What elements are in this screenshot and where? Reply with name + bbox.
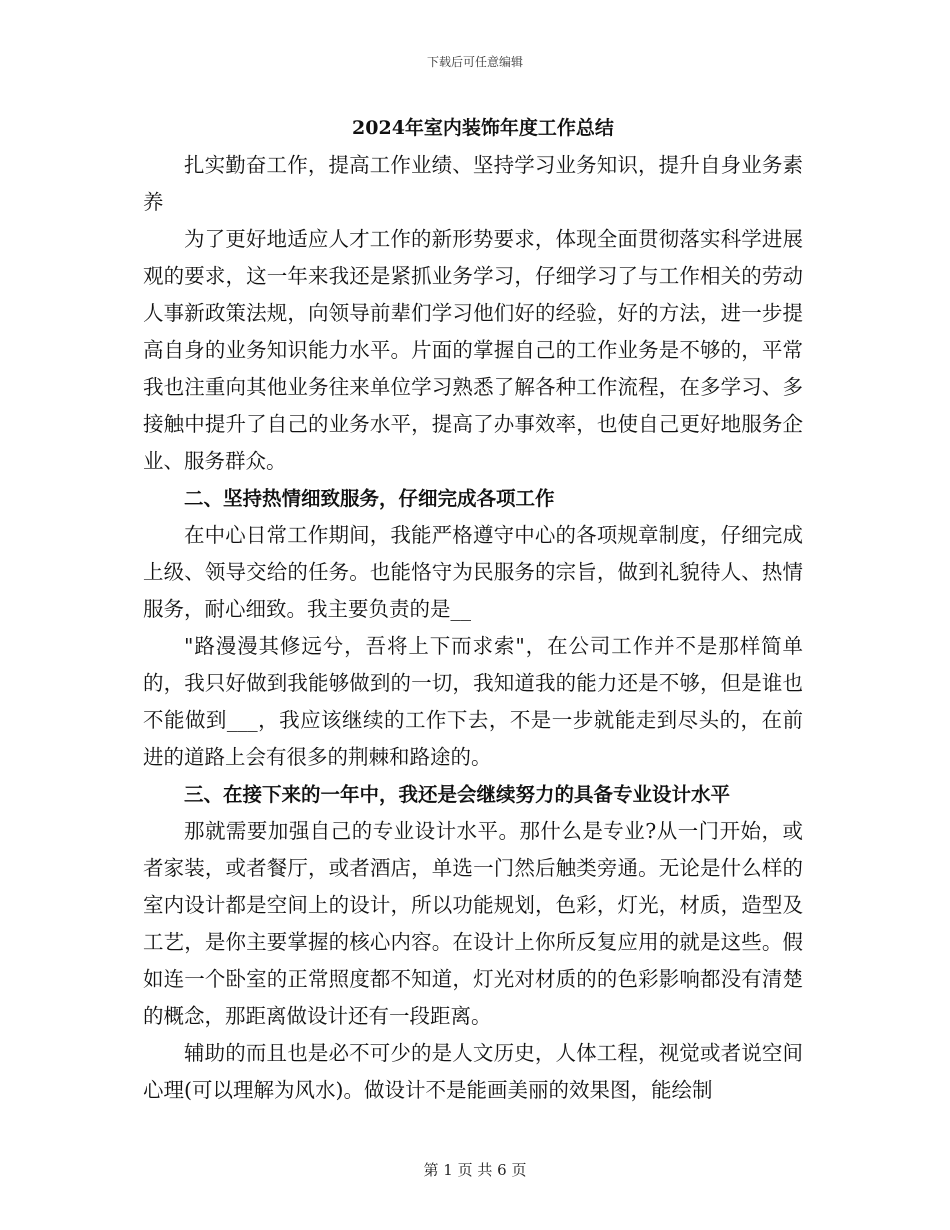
paragraph-study: 为了更好地适应人才工作的新形势要求，体现全面贯彻落实科学进展观的要求，这一年来我还是紧抓业务学习，仔细学习了与工作相关的劳动人事新政策法规，向领导前辈们学习他们好的经验，好的方法，进一步提高自身的业务知识能力水平。片面的掌握自己的工作业务是不够的，平常我也注重向其他业务往来单位学习熟悉了解各种工作流程，在多学习、多接触中提升了自己的业务水平，提高了办事效率，也使自己更好地服务企业、服务群众。 bbox=[143, 227, 803, 473]
paragraph-intro: 扎实勤奋工作，提高工作业绩、坚持学习业务知识，提升自身业务素养 bbox=[143, 153, 803, 214]
paragraph-quote: "路漫漫其修远兮，吾将上下而求索"，在公司工作并不是那样简单的，我只好做到我能够做到的一切，我知道我的能力还是不够，但是谁也不能做到___，我应该继续的工作下去，不是一步就能走到尽头的，在前进的道路上会有很多的荆棘和路途的。 bbox=[143, 634, 803, 769]
document-body bbox=[143, 113, 803, 1109]
header-note: 下载后可任意编辑 bbox=[426, 55, 523, 69]
paragraph-auxiliary: 辅助的而且也是必不可少的是人文历史，人体工程，视觉或者说空间心理(可以理解为风水)。做设计不是能画美丽的效果图，能绘制 bbox=[143, 1041, 803, 1102]
page-number: 第 1 页 共 6 页 bbox=[423, 1161, 527, 1179]
section-heading-2: 二、坚持热情细致服务，仔细完成各项工作 bbox=[184, 487, 555, 510]
paragraph-service: 在中心日常工作期间，我能严格遵守中心的各项规章制度，仔细完成上级、领导交给的任务。也能恪守为民服务的宗旨，做到礼貌待人、热情服务，耐心细致。我主要负责的是__ bbox=[143, 523, 803, 621]
section-heading-3: 三、在接下来的一年中，我还是会继续努力的具备专业设计水平 bbox=[184, 783, 731, 806]
document-title: 2024年室内装饰年度工作总结 bbox=[352, 117, 614, 139]
paragraph-design: 那就需要加强自己的专业设计水平。那什么是专业?从一门开始，或者家装，或者餐厅，或者酒店，单选一门然后触类旁通。无论是什么样的室内设计都是空间上的设计，所以功能规划，色彩，灯光，材质，造型及工艺，是你主要掌握的核心内容。在设计上你所反复应用的就是这些。假如连一个卧室的正常照度都不知道，灯光对材质的的色彩影响都没有清楚的概念，那距离做设计还有一段距离。 bbox=[143, 819, 803, 1028]
